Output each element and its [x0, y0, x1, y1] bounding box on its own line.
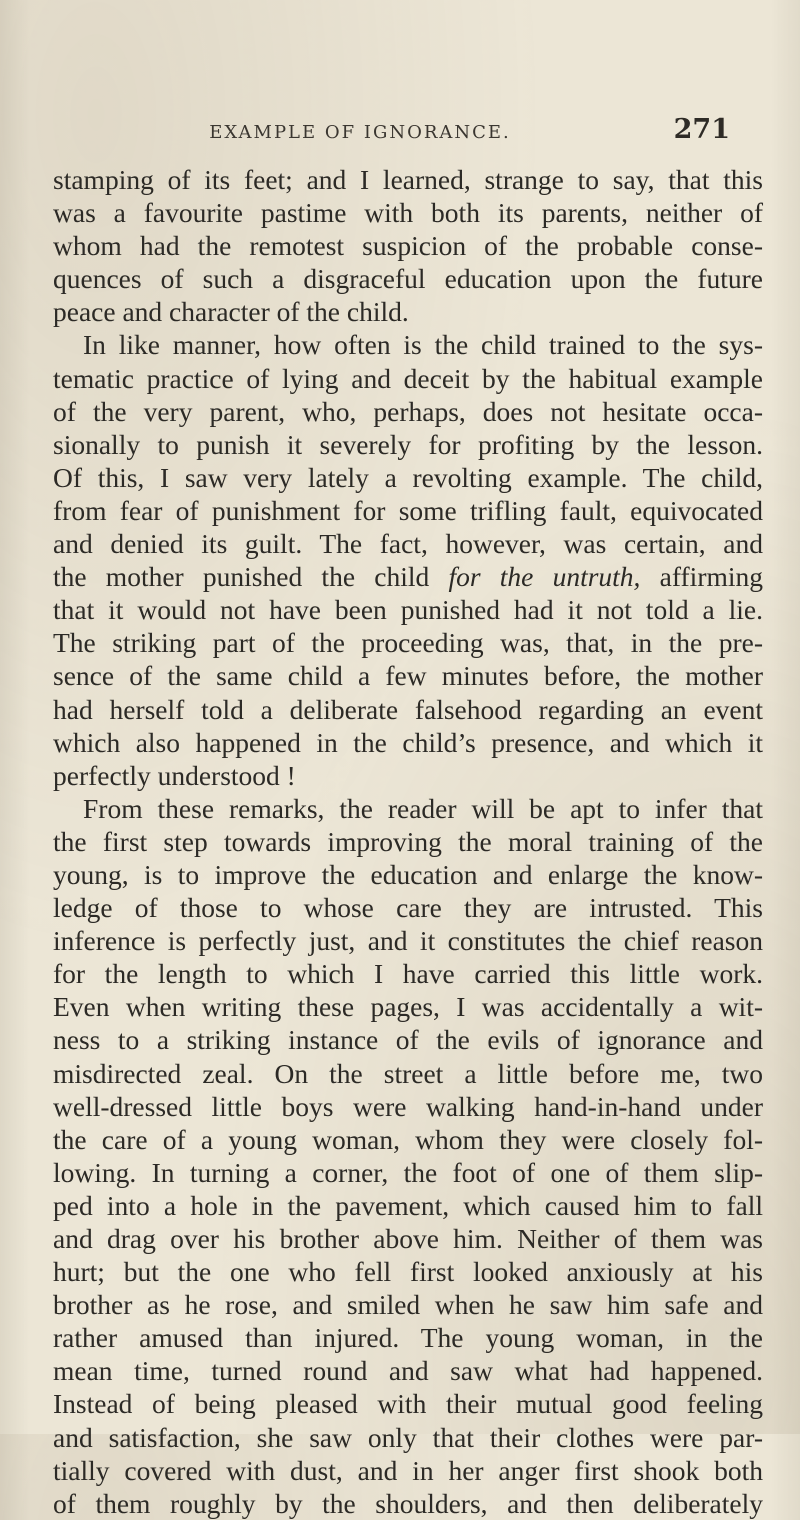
text-line: well-dressed little boys were walking hand-in-hand under: [53, 1090, 763, 1122]
text-line: the care of a young woman, whom they were closely fol-: [53, 1123, 763, 1155]
text-line: young, is to improve the education and enlarge the know-: [53, 858, 763, 890]
text-segment: affirming: [640, 561, 764, 593]
text-line: quences of such a disgraceful education upon the future: [53, 263, 763, 295]
body-text: [53, 163, 763, 1520]
text-line: perfectly understood !: [53, 759, 296, 791]
paragraph-start-line: From these remarks, the reader will be apt to infer that: [83, 792, 763, 824]
text-line: Of this, I saw very lately a revolting example. The child,: [53, 461, 763, 493]
text-line: that it would not have been punished had it not told a lie.: [53, 594, 763, 626]
text-line: sence of the same child a few minutes before, the mother: [53, 660, 763, 692]
text-line: hurt; but the one who fell first looked anxiously at his: [53, 1256, 763, 1288]
text-line: tially covered with dust, and in her anger first shook both: [53, 1454, 763, 1486]
text-line: for the length to which I have carried this little work.: [53, 958, 763, 990]
text-line: tematic practice of lying and deceit by the habitual example: [53, 362, 763, 394]
text-line: Instead of being pleased with their mutual good feeling: [53, 1388, 763, 1420]
text-line: and drag over his brother above him. Neither of them was: [53, 1223, 763, 1254]
text-line: lowing. In turning a corner, the foot of one of them slip-: [53, 1156, 763, 1188]
text-line: was a favourite pastime with both its parents, neither of: [53, 197, 763, 229]
text-line: brother as he rose, and smiled when he saw him safe and: [53, 1289, 763, 1321]
text-line: which also happened in the child’s presence, and which it: [53, 726, 763, 758]
text-line: rather amused than injured. The young woman, in the: [53, 1322, 763, 1354]
text-line: Even when writing these pages, I was accidentally a wit-: [53, 991, 763, 1023]
paragraph-start-line: In like manner, how often is the child trained to the sys-: [83, 329, 763, 361]
running-title: EXAMPLE OF IGNORANCE.: [209, 122, 511, 143]
text-line: the first step towards improving the moral training of the: [53, 825, 763, 857]
page-number: 271: [673, 114, 730, 145]
text-line: ped into a hole in the pavement, which caused him to fall: [53, 1189, 763, 1221]
text-line: had herself told a deliberate falsehood regarding an event: [53, 693, 763, 725]
text-line: mean time, turned round and saw what had happened.: [53, 1355, 763, 1387]
text-line: of the very parent, who, perhaps, does not hesitate occa-: [53, 395, 763, 427]
text-line: peace and character of the child.: [53, 296, 409, 328]
text-line: The striking part of the proceeding was, that, in the pre-: [53, 627, 763, 659]
text-line: inference is perfectly just, and it constitutes the chief reason: [53, 925, 763, 957]
text-line: and satisfaction, she saw only that their clothes were par-: [53, 1421, 763, 1453]
text-line: ness to a striking instance of the evils of ignorance and: [53, 1024, 763, 1056]
text-line: misdirected zeal. On the street a little before me, two: [53, 1057, 763, 1089]
text-line: sionally to punish it severely for profiting by the lesson.: [53, 428, 763, 460]
text-line: of them roughly by the shoulders, and then deliberately: [53, 1487, 763, 1519]
text-line: ledge of those to whose care they are intrusted. This: [53, 892, 763, 924]
text-line-with-italic: [53, 560, 763, 593]
italic-phrase: for the untruth,: [448, 561, 641, 593]
text-line: whom had the remotest suspicion of the probable conse-: [53, 230, 763, 262]
text-line: and denied its guilt. The fact, however, was certain, and: [53, 528, 763, 560]
text-segment: the mother punished the child: [53, 561, 449, 593]
running-head: [120, 114, 760, 150]
text-line: stamping of its feet; and I learned, strange to say, that this: [53, 164, 763, 195]
text-line: from fear of punishment for some trifling fault, equivocated: [53, 494, 763, 526]
